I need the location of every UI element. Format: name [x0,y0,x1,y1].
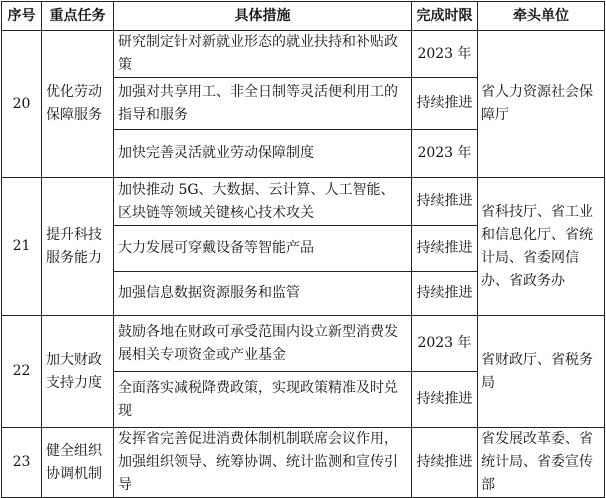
table-row [2,428,605,498]
key-task: 提升科技服务能力 [42,178,114,316]
row-number: 20 [2,31,42,178]
lead-unit: 省财政厅、省税务局 [478,316,605,428]
measure: 发挥省完善促进消费体制机制联席会议作用，加强组织领导、统筹协调、统计监测和宣传引导 [114,428,412,498]
deadline: 2023 年 [412,130,478,178]
measure: 鼓励各地在财政可承受范围内设立新型消费发展相关专项资金或产业基金 [114,316,412,372]
lead-unit: 省发展改革委、省统计局、省委宣传部 [478,428,605,498]
deadline: 持续推进 [412,178,478,226]
row-number: 23 [2,428,42,498]
deadline: 持续推进 [412,78,478,130]
key-task: 健全组织协调机制 [42,428,114,498]
key-task: 加大财政支持力度 [42,316,114,428]
measure: 大力发展可穿戴设备等智能产品 [114,226,412,272]
deadline: 持续推进 [412,428,478,498]
header-task: 重点任务 [42,2,114,31]
header-time: 完成时限 [412,2,478,31]
row-number: 22 [2,316,42,428]
lead-unit: 省人力资源社会保障厅 [478,31,605,178]
measure: 加强对共享用工、非全日制等灵活便利用工的指导和服务 [114,78,412,130]
task-table [1,1,605,498]
header-no: 序号 [2,2,42,31]
deadline: 持续推进 [412,226,478,272]
deadline: 持续推进 [412,372,478,428]
table-row [2,31,605,78]
deadline: 2023 年 [412,31,478,78]
header-measure: 具体措施 [114,2,412,31]
measure: 全面落实减税降费政策，实现政策精准及时兑现 [114,372,412,428]
measure: 研究制定针对新就业形态的就业扶持和补贴政策 [114,31,412,78]
header-unit: 牵头单位 [478,2,605,31]
header-row [2,2,605,31]
lead-unit: 省科技厅、省工业和信息化厅、省统计局、省委网信办、省政务办 [478,178,605,316]
measure: 加快推动 5G、大数据、云计算、人工智能、区块链等领域关键核心技术攻关 [114,178,412,226]
deadline: 2023 年 [412,316,478,372]
row-number: 21 [2,178,42,316]
table-row [2,178,605,226]
key-task: 优化劳动保障服务 [42,31,114,178]
measure: 加快完善灵活就业劳动保障制度 [114,130,412,178]
table-row [2,316,605,372]
measure: 加强信息数据资源服务和监管 [114,272,412,316]
deadline: 持续推进 [412,272,478,316]
